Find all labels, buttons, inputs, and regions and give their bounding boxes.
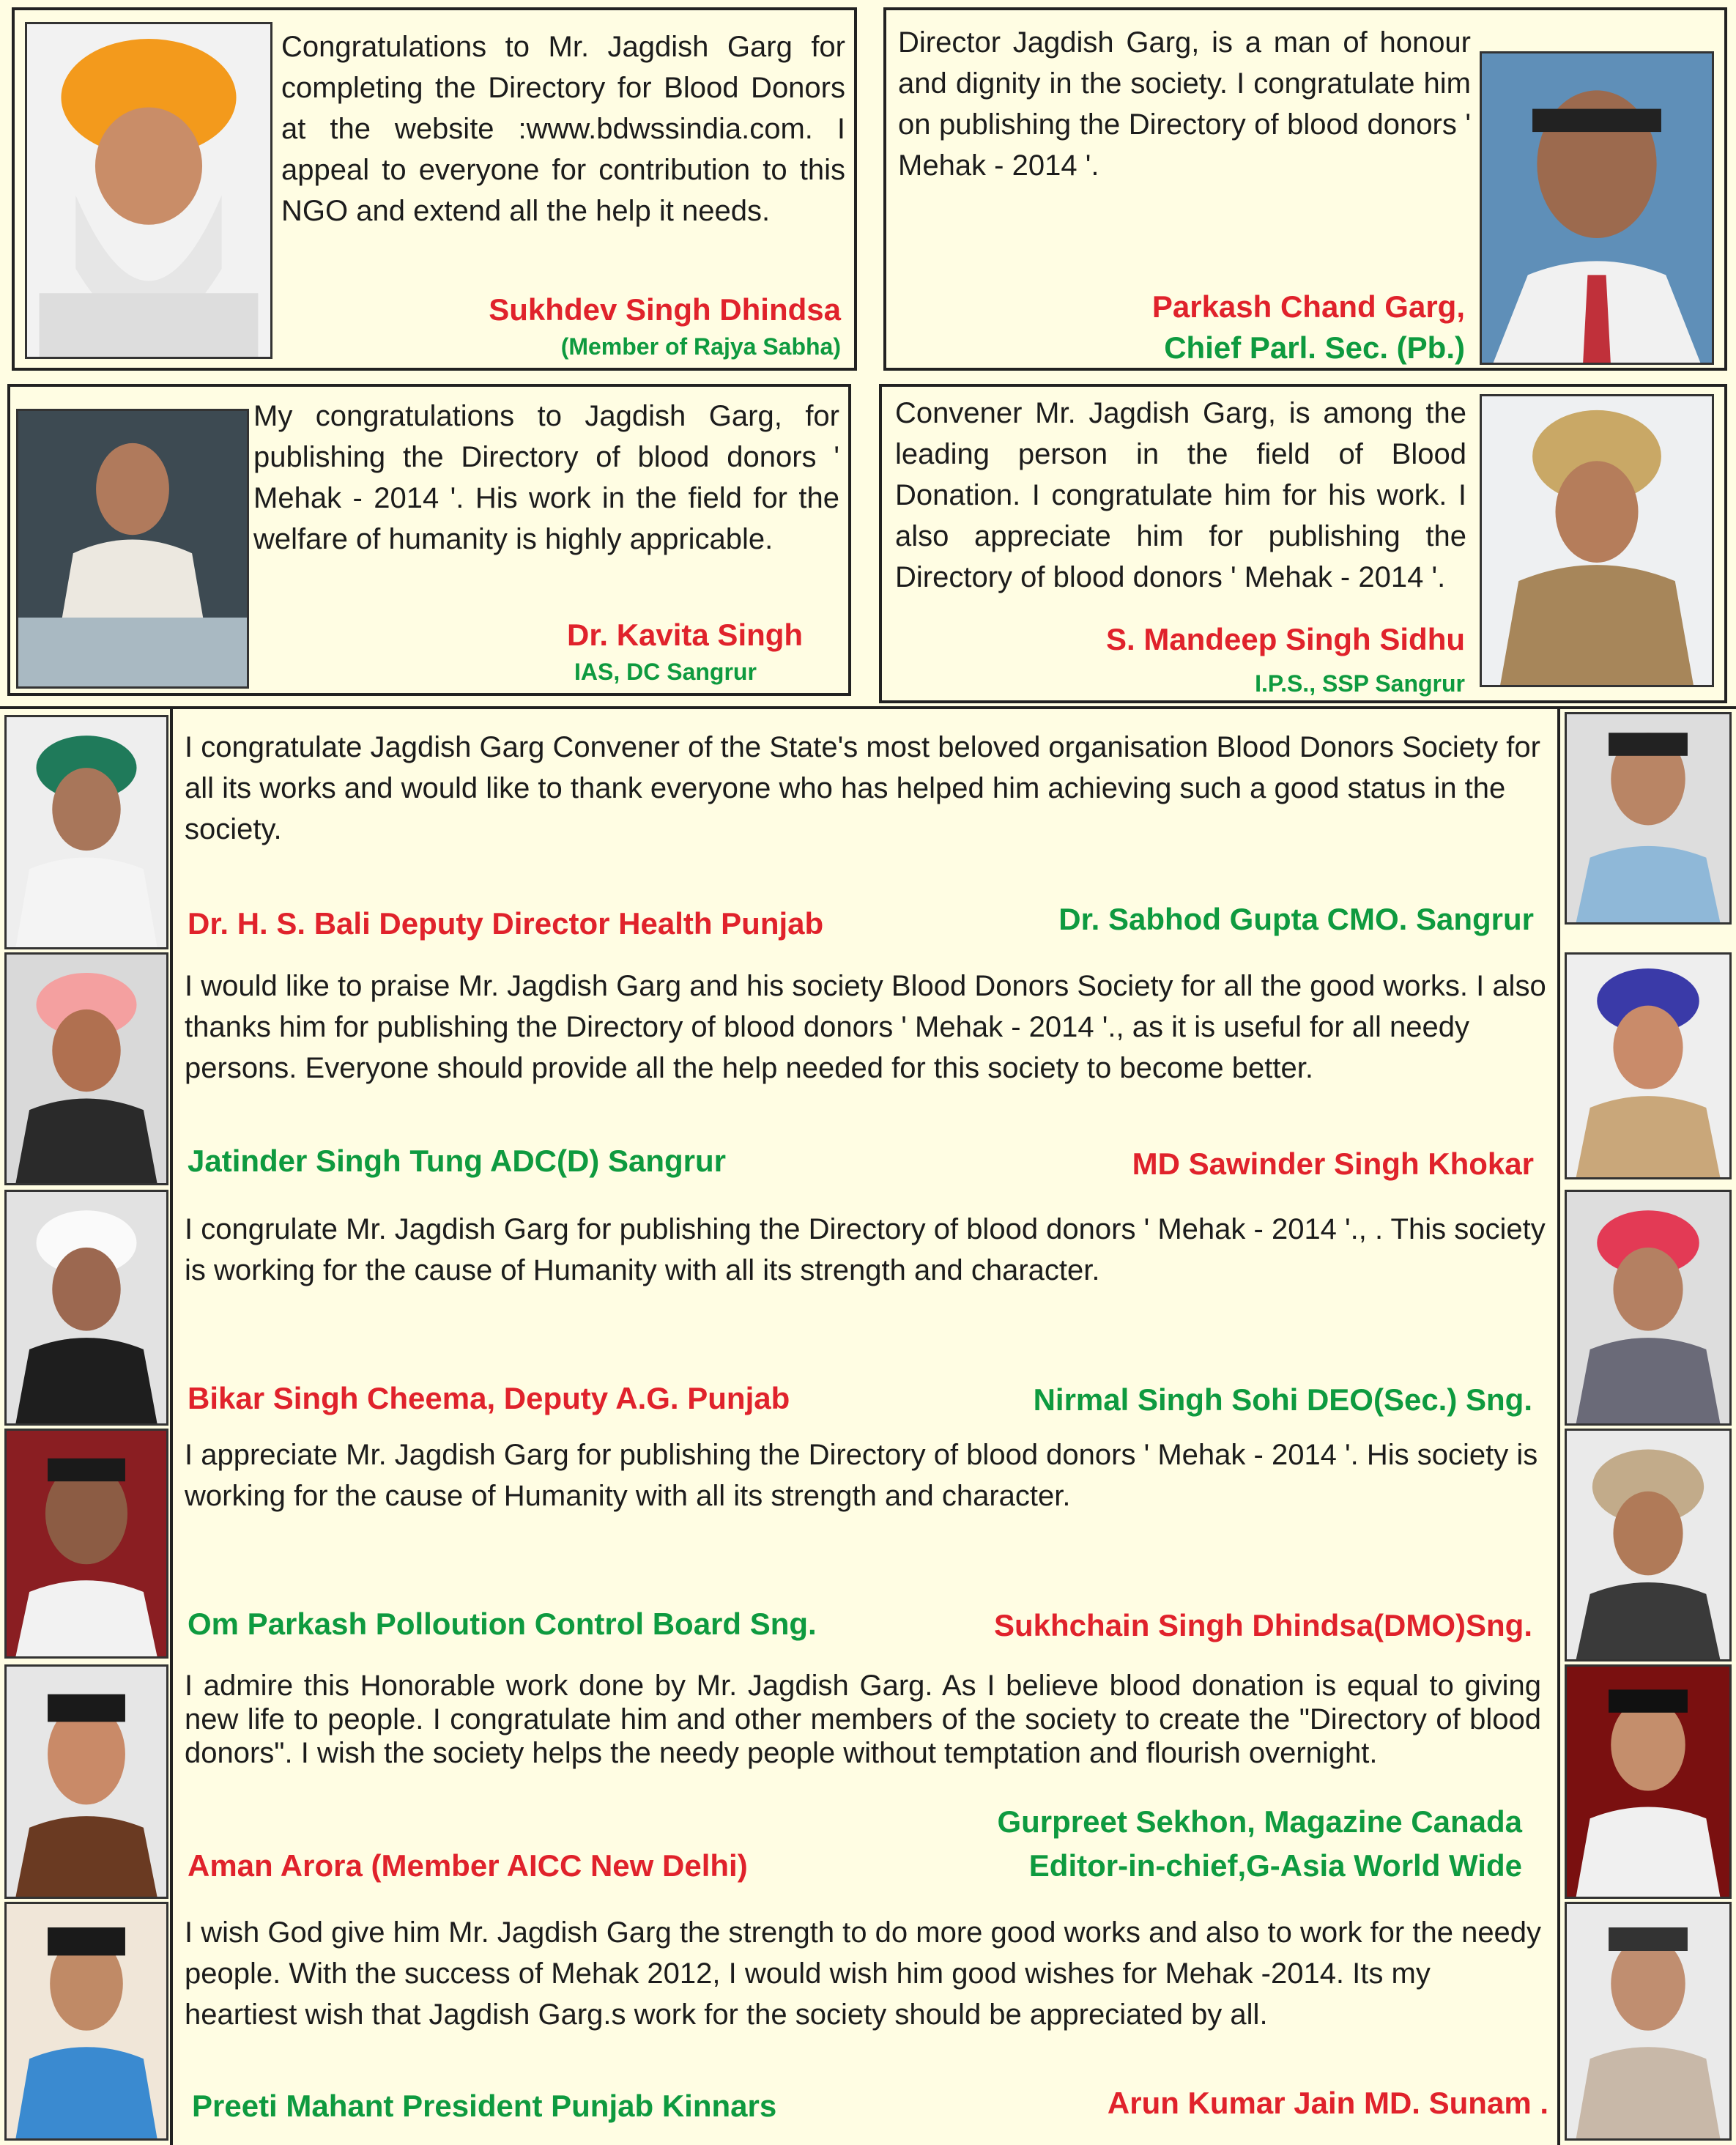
right-person-name-2: Editor-in-chief,G-Asia World Wide xyxy=(1028,1848,1522,1883)
message-text: My congratulations to Jagdish Garg, for publishing the Directory of blood donors ' Mehak - 2014 '. His work in the field for the welfare of humanity is highly appricable. xyxy=(253,400,839,555)
message-text: Director Jagdish Garg, is a man of honour and dignity in the society. I congratulate him on publishing the Directory of blood donors ' Mehak - 2014 '. xyxy=(898,26,1471,182)
right-portrait-photo xyxy=(1565,1190,1732,1426)
left-person-name: Jatinder Singh Tung ADC(D) Sangrur xyxy=(188,1144,726,1178)
row-message: I appreciate Mr. Jagdish Garg for publishing the Directory of blood donors ' Mehak - 2014 '. His society is working for the cause of Humanity with all its strength and character. xyxy=(185,1439,1538,1512)
person-name: S. Mandeep Singh Sidhu xyxy=(1105,622,1465,656)
left-portrait-photo xyxy=(4,1664,168,1899)
left-portrait-photo xyxy=(4,1190,168,1426)
right-portrait-photo xyxy=(1565,1664,1732,1899)
message-box-garg xyxy=(883,7,1727,371)
row-message: I wish God give him Mr. Jagdish Garg the strength to do more good works and also to work for the needy people. With the success of Mehak 2012, I would wish him good wishes for Mehak -2014. Its my heartiest wish that Jagdish Garg.s work for the society should be appreciated by all. xyxy=(185,1916,1542,2031)
message-box-sidhu xyxy=(879,384,1727,703)
message-text: Congratulations to Mr. Jagdish Garg for completing the Directory for Blood Donors at the website :www.bdwssindia.com. I appeal to everyone for contribution to this NGO and extend all the help it needs. xyxy=(281,31,845,227)
left-person-name: Om Parkash Polloution Control Board Sng. xyxy=(188,1607,817,1641)
person-title: I.P.S., SSP Sangrur xyxy=(1255,670,1465,697)
section-divider xyxy=(0,706,1736,709)
person-title: Chief Parl. Sec. (Pb.) xyxy=(1164,330,1465,365)
left-portrait-photo xyxy=(4,952,168,1185)
left-person-name: Aman Arora (Member AICC New Delhi) xyxy=(188,1848,748,1883)
left-person-name: Preeti Mahant President Punjab Kinnars xyxy=(192,2089,777,2123)
left-portrait-photo xyxy=(4,1902,168,2141)
right-person-name: Dr. Sabhod Gupta CMO. Sangrur xyxy=(1058,902,1534,936)
portrait-photo xyxy=(1480,394,1714,687)
portrait-photo xyxy=(25,22,272,359)
right-portrait-photo xyxy=(1565,952,1732,1179)
person-name: Dr. Kavita Singh xyxy=(567,618,804,652)
row-message: I congrulate Mr. Jagdish Garg for publishing the Directory of blood donors ' Mehak - 2014 '., . This society is working for the cause of Humanity with all its strength and character. xyxy=(185,1213,1546,1286)
right-column-border xyxy=(1557,708,1560,2145)
right-person-name: Gurpreet Sekhon, Magazine Canada xyxy=(997,1804,1522,1839)
message-box-dhindsa xyxy=(12,7,857,371)
left-column-border xyxy=(170,708,173,2145)
portrait-photo xyxy=(16,409,249,689)
right-person-name: MD Sawinder Singh Khokar xyxy=(1132,1146,1534,1181)
right-person-name: Sukhchain Singh Dhindsa(DMO)Sng. xyxy=(994,1608,1532,1642)
person-name: Sukhdev Singh Dhindsa xyxy=(489,292,841,327)
right-portrait-photo xyxy=(1565,1902,1732,2141)
row-message: I congratulate Jagdish Garg Convener of the State's most beloved organisation Blood Donors Society for all its works and would like to thank everyone who has helped him achieving such a good status in the society. xyxy=(185,731,1540,845)
person-title: (Member of Rajya Sabha) xyxy=(560,333,841,360)
right-person-name: Nirmal Singh Sohi DEO(Sec.) Sng. xyxy=(1033,1382,1532,1417)
left-portrait-photo xyxy=(4,1429,168,1659)
row-message: I would like to praise Mr. Jagdish Garg and his society Blood Donors Society for all the good works. I also thanks him for publishing the Directory of blood donors ' Mehak - 2014 '., as it is useful for all needy persons. Everyone should provide all the help needed for this society to become better. xyxy=(185,970,1546,1084)
person-title: IAS, DC Sangrur xyxy=(574,659,757,685)
right-portrait-photo xyxy=(1565,712,1732,925)
message-box-kavita xyxy=(7,384,851,696)
person-name: Parkash Chand Garg, xyxy=(1151,289,1465,324)
portrait-photo xyxy=(1480,51,1714,365)
message-text: Convener Mr. Jagdish Garg, is among the leading person in the field of Blood Donation. I congratulate him for his work. I also appreciate him for publishing the Directory of blood donors ' Mehak - 2014 '. xyxy=(895,397,1466,593)
left-portrait-photo xyxy=(4,715,168,949)
right-person-name: Arun Kumar Jain MD. Sunam . xyxy=(1107,2086,1548,2120)
left-person-name: Dr. H. S. Bali Deputy Director Health Punjab xyxy=(188,906,824,941)
row-message: I admire this Honorable work done by Mr. Jagdish Garg. As I believe blood donation is equal to giving new life to people. I congratulate him and other members of the society to create the "Directory of blood donors". I wish the society helps the needy people without temptation and flourish overnight. xyxy=(185,1670,1541,1769)
left-person-name: Bikar Singh Cheema, Deputy A.G. Punjab xyxy=(188,1381,790,1415)
right-portrait-photo xyxy=(1565,1429,1732,1661)
